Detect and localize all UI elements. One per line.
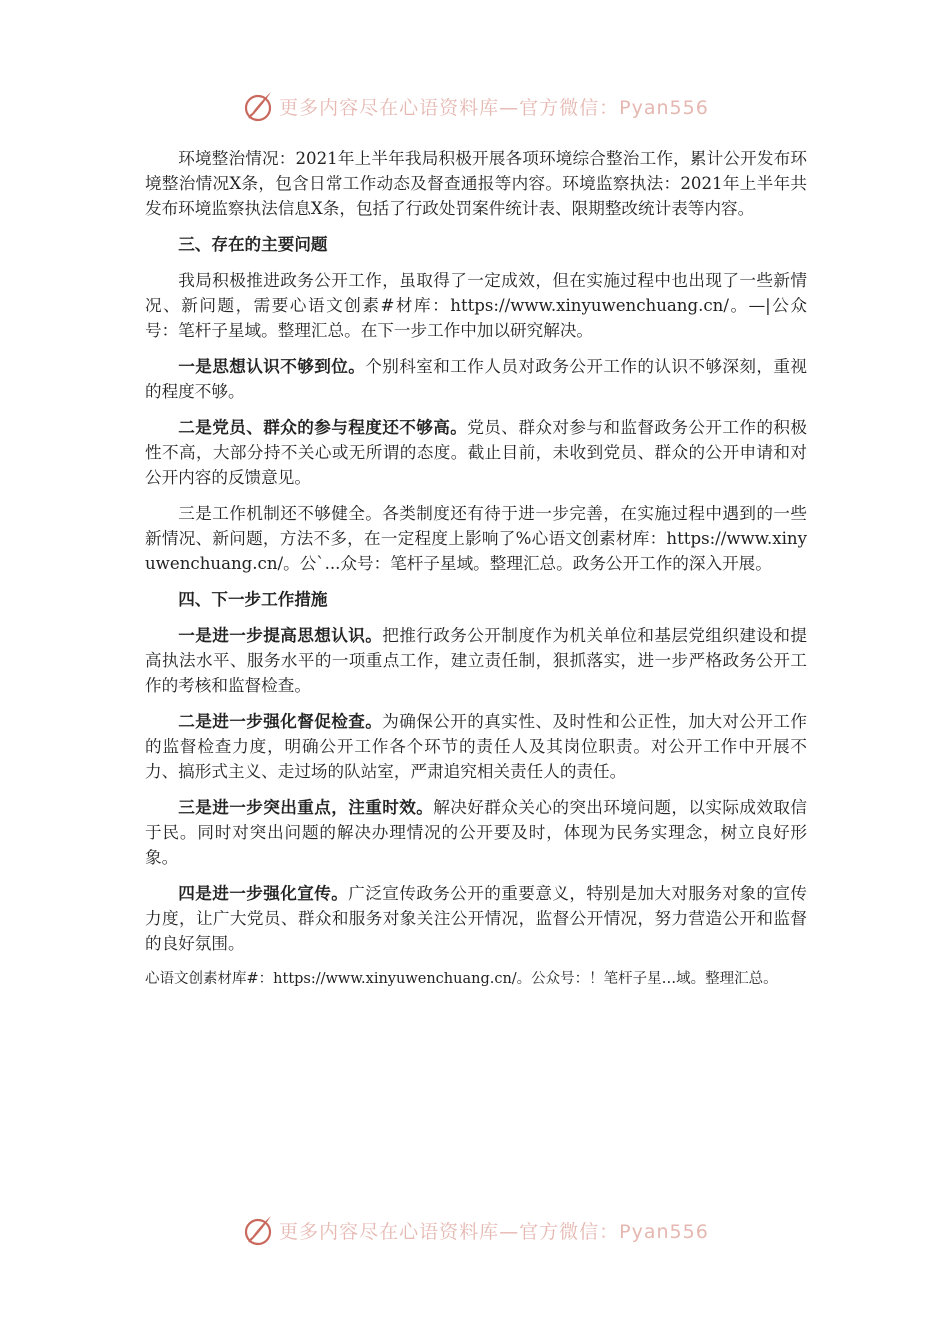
paragraph-lead: 四是进一步强化宣传。	[178, 884, 349, 903]
document-body	[145, 146, 807, 1003]
paragraph-lead: 一是思想认识不够到位。	[178, 357, 366, 376]
paragraph-lead: 一是进一步提高思想认识。	[178, 626, 383, 645]
paragraph-text: 解决好群众关心的突出环境问题，以实际成效取信于民。同时对突出问题的解决办理情况的公开要及时，体现为民务实理念，树立良好形象。	[145, 798, 808, 867]
section-heading: 四、下一步工作措施	[178, 590, 328, 609]
banner-text: 更多内容尽在心语资料库—官方微信：Pyan556	[279, 96, 709, 119]
paragraph-text: 为确保公开的真实性、及时性和公正性，加大对公开工作的监督检查力度，明确公开工作各个环节的责任人及其岗位职责。对公开工作中开展不力、搞形式主义、走过场的队站室，严肃追究相关责任人的责任。	[145, 712, 808, 781]
paragraph-lead: 三是进一步突出重点，注重时效。	[178, 798, 434, 817]
body-paragraph	[145, 881, 807, 956]
paragraph-text: 三是工作机制还不够健全。各类制度还有待于进一步完善，在实施过程中遇到的一些新情况、新问题，方法不多，在一定程度上影响了%心语文创素材库：https://www.xinyuwenchuang.cn/。公`...众号：笔杆子星域。整理汇总。政务公开工作的深入开展。	[145, 504, 807, 573]
quill-pen-icon	[241, 89, 275, 123]
paragraph-lead: 二是进一步强化督促检查。	[178, 712, 383, 731]
body-paragraph	[145, 268, 807, 343]
paragraph-text: 我局积极推进政务公开工作，虽取得了一定成效，但在实施过程中也出现了一些新情况、新问题，需要心语文创素#材库：https://www.xinyuwenchuang.cn/。—|公众号：笔杆子星域。整理汇总。在下一步工作中加以研究解决。	[145, 271, 807, 340]
body-paragraph	[145, 709, 807, 784]
body-paragraph	[145, 354, 807, 404]
body-paragraph	[145, 415, 807, 490]
paragraph-text: 广泛宣传政务公开的重要意义，特别是加大对服务对象的宣传力度，让广大党员、群众和服务对象关注公开情况，监督公开情况，努力营造公开和监督的良好氛围。	[145, 884, 808, 953]
footnote: 心语文创素材库#：https://www.xinyuwenchuang.cn/。公众号：！笔杆子星…域。整理汇总。	[145, 971, 778, 987]
body-paragraph	[145, 623, 807, 698]
body-paragraph	[145, 795, 807, 870]
quill-pen-icon	[241, 1213, 275, 1247]
footer-banner	[0, 1210, 950, 1250]
banner-text: 更多内容尽在心语资料库—官方微信：Pyan556	[279, 1220, 709, 1243]
paragraph-text: 环境整治情况：2021年上半年我局积极开展各项环境综合整治工作，累计公开发布环境整治情况X条，包含日常工作动态及督查通报等内容。环境监察执法：2021年上半年共发布环境监察执法信息X条，包括了行政处罚案件统计表、限期整改统计表等内容。	[145, 149, 807, 218]
body-paragraph	[145, 146, 807, 221]
header-banner	[0, 86, 950, 126]
body-paragraph	[145, 501, 807, 576]
section-heading: 三、存在的主要问题	[178, 235, 328, 254]
paragraph-text: 个别科室和工作人员对政务公开工作的认识不够深刻，重视的程度不够。	[145, 357, 808, 401]
paragraph-text: 党员、群众对参与和监督政务公开工作的积极性不高，大部分持不关心或无所谓的态度。截止目前，未收到党员、群众的公开申请和对公开内容的反馈意见。	[145, 418, 808, 487]
paragraph-lead: 二是党员、群众的参与程度还不够高。	[178, 418, 468, 437]
paragraph-text: 把推行政务公开制度作为机关单位和基层党组织建设和提高执法水平、服务水平的一项重点工作，建立责任制，狠抓落实，进一步严格政务公开工作的考核和监督检查。	[145, 626, 808, 695]
